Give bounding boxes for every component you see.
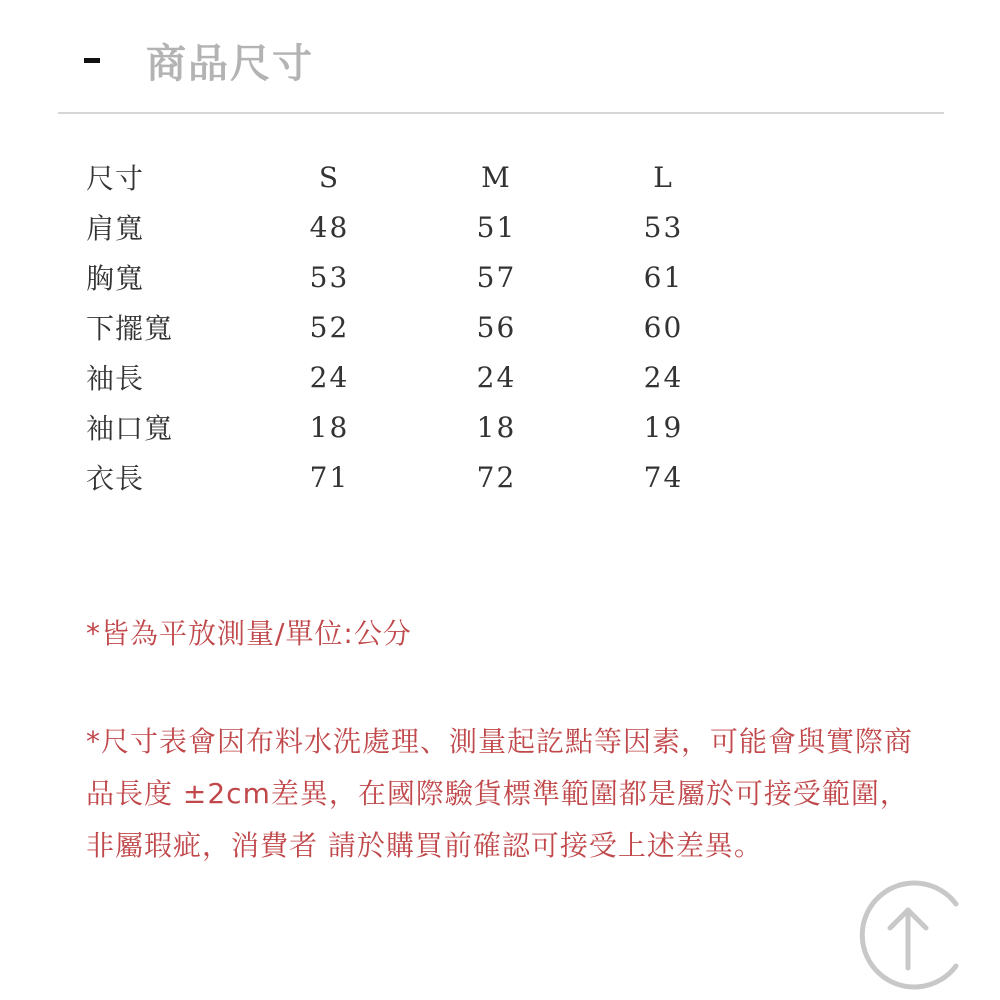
table-row bbox=[86, 352, 747, 402]
size-table bbox=[86, 152, 747, 502]
row-label: 袖長 bbox=[86, 362, 145, 395]
header-cell-m: M bbox=[481, 160, 512, 194]
row-label: 胸寬 bbox=[86, 262, 145, 295]
section-header bbox=[84, 30, 314, 90]
row-label: 肩寬 bbox=[86, 212, 145, 245]
cell-value: 72 bbox=[476, 460, 517, 494]
table-row bbox=[86, 202, 747, 252]
cell-value: 24 bbox=[476, 360, 517, 394]
header-cell-size: 尺寸 bbox=[86, 162, 145, 195]
cell-value: 52 bbox=[309, 310, 350, 344]
measurement-note: *皆為平放測量/單位:公分 bbox=[86, 617, 412, 650]
cell-value: 51 bbox=[476, 210, 517, 244]
divider bbox=[58, 112, 944, 114]
section-title: 商品尺寸 bbox=[146, 40, 314, 87]
cell-value: 56 bbox=[476, 310, 517, 344]
header-cell-l: L bbox=[653, 160, 674, 194]
cell-value: 24 bbox=[309, 360, 350, 394]
cell-value: 60 bbox=[643, 310, 684, 344]
cell-value: 74 bbox=[643, 460, 684, 494]
row-label: 下擺寬 bbox=[86, 312, 174, 345]
table-row bbox=[86, 302, 747, 352]
header-cell-s: S bbox=[318, 160, 341, 194]
cell-value: 18 bbox=[476, 410, 517, 444]
arrow-up-circle-icon bbox=[856, 880, 966, 990]
dash-icon bbox=[84, 58, 100, 63]
cell-value: 57 bbox=[476, 260, 517, 294]
cell-value: 71 bbox=[309, 460, 350, 494]
table-row bbox=[86, 252, 747, 302]
disclaimer-note: *尺寸表會因布料水洗處理、測量起訖點等因素，可能會與實際商品長度 ±2cm差異，在國際驗貨標準範圍都是屬於可接受範圍，非屬瑕疵，消費者 請於購買前確認可接受上述差異。 bbox=[86, 725, 914, 862]
cell-value: 53 bbox=[309, 260, 350, 294]
cell-value: 18 bbox=[309, 410, 350, 444]
cell-value: 53 bbox=[643, 210, 684, 244]
cell-value: 24 bbox=[643, 360, 684, 394]
cell-value: 48 bbox=[309, 210, 350, 244]
cell-value: 19 bbox=[643, 410, 684, 444]
table-row bbox=[86, 402, 747, 452]
cell-value: 61 bbox=[643, 260, 684, 294]
table-row bbox=[86, 452, 747, 502]
row-label: 袖口寬 bbox=[86, 412, 174, 445]
table-header-row bbox=[86, 152, 747, 202]
row-label: 衣長 bbox=[86, 462, 145, 495]
back-to-top-button[interactable] bbox=[856, 880, 966, 990]
